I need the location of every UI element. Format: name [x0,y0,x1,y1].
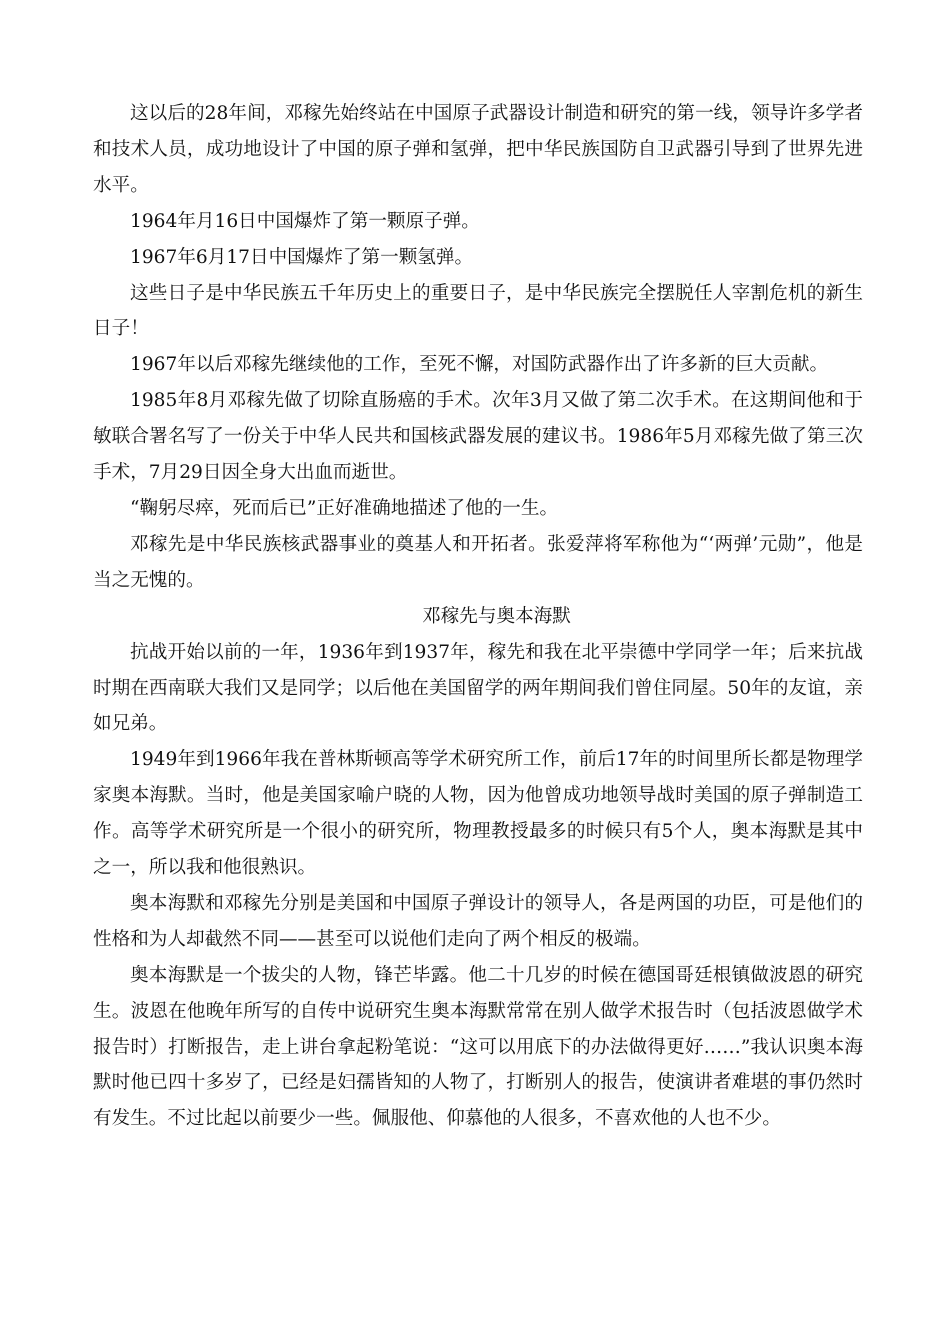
paragraph-princeton: 1949年到1966年我在普林斯顿高等学术研究所工作，前后17年的时间里所长都是物理学家奥本海默。当时，他是美国家喻户晓的人物，因为他曾成功地领导战时美国的原子弹制造工作。高等学术研究所是一个很小的研究所，物理教授最多的时候只有5个人，奥本海默是其中之一，所以我和他很熟识。 [93,749,863,879]
article-body [93,96,863,1137]
paragraph-important-days: 这些日子是中华民族五千年历史上的重要日子，是中华民族完全摆脱任人宰割危机的新生日子！ [93,282,863,340]
section-heading: 邓稼先与奥本海默 [422,605,571,627]
paragraph-classmates: 抗战开始以前的一年，1936年到1937年，稼先和我在北平崇德中学同学一年；后来抗战时期在西南联大我们又是同学；以后他在美国留学的两年期间我们曾住同屋。50年的友谊，亲如兄弟。 [93,641,863,735]
paragraph-comparison: 奥本海默和邓稼先分别是美国和中国原子弹设计的领导人，各是两国的功臣，可是他们的性格和为人却截然不同——甚至可以说他们走向了两个相反的极端。 [93,892,863,950]
paragraph-oppenheimer: 奥本海默是一个拔尖的人物，锋芒毕露。他二十几岁的时候在德国哥廷根镇做波恩的研究生。波恩在他晚年所写的自传中说研究生奥本海默常常在别人做学术报告时（包括波恩做学术报告时）打断报告，走上讲台拿起粉笔说：“这可以用底下的办法做得更好……”我认识奥本海默时他已四十多岁了，已经是妇孺皆知的人物了，打断别人的报告，使演讲者难堪的事仍然时有发生。不过比起以前要少一些。佩服他、仰慕他的人很多，不喜欢他的人也不少。 [93,964,863,1130]
paragraph-1985-surgery: 1985年8月邓稼先做了切除直肠癌的手术。次年3月又做了第二次手术。在这期间他和于敏联合署名写了一份关于中华人民共和国核武器发展的建议书。1986年5月邓稼先做了第三次手术，7月29日因全身大出血而逝世。 [93,390,863,484]
paragraph-after-1967: 1967年以后邓稼先继续他的工作，至死不懈，对国防武器作出了许多新的巨大贡献。 [130,354,829,376]
paragraph-1964-atomic-bomb: 1964年月16日中国爆炸了第一颗原子弹。 [130,210,480,232]
paragraph-28-years: 这以后的28年间，邓稼先始终站在中国原子武器设计制造和研究的第一线，领导许多学者和技术人员，成功地设计了中国的原子弹和氢弹，把中华民族国防自卫武器引导到了世界先进水平。 [93,103,863,196]
paragraph-founder: 邓稼先是中华民族核武器事业的奠基人和开拓者。张爱萍将军称他为“‘两弹’元勋”，他是当之无愧的。 [93,533,863,591]
paragraph-1967-hydrogen-bomb: 1967年6月17日中国爆炸了第一颗氢弹。 [130,246,474,268]
paragraph-quote: “鞠躬尽瘁，死而后已”正好准确地描述了他的一生。 [130,497,559,519]
